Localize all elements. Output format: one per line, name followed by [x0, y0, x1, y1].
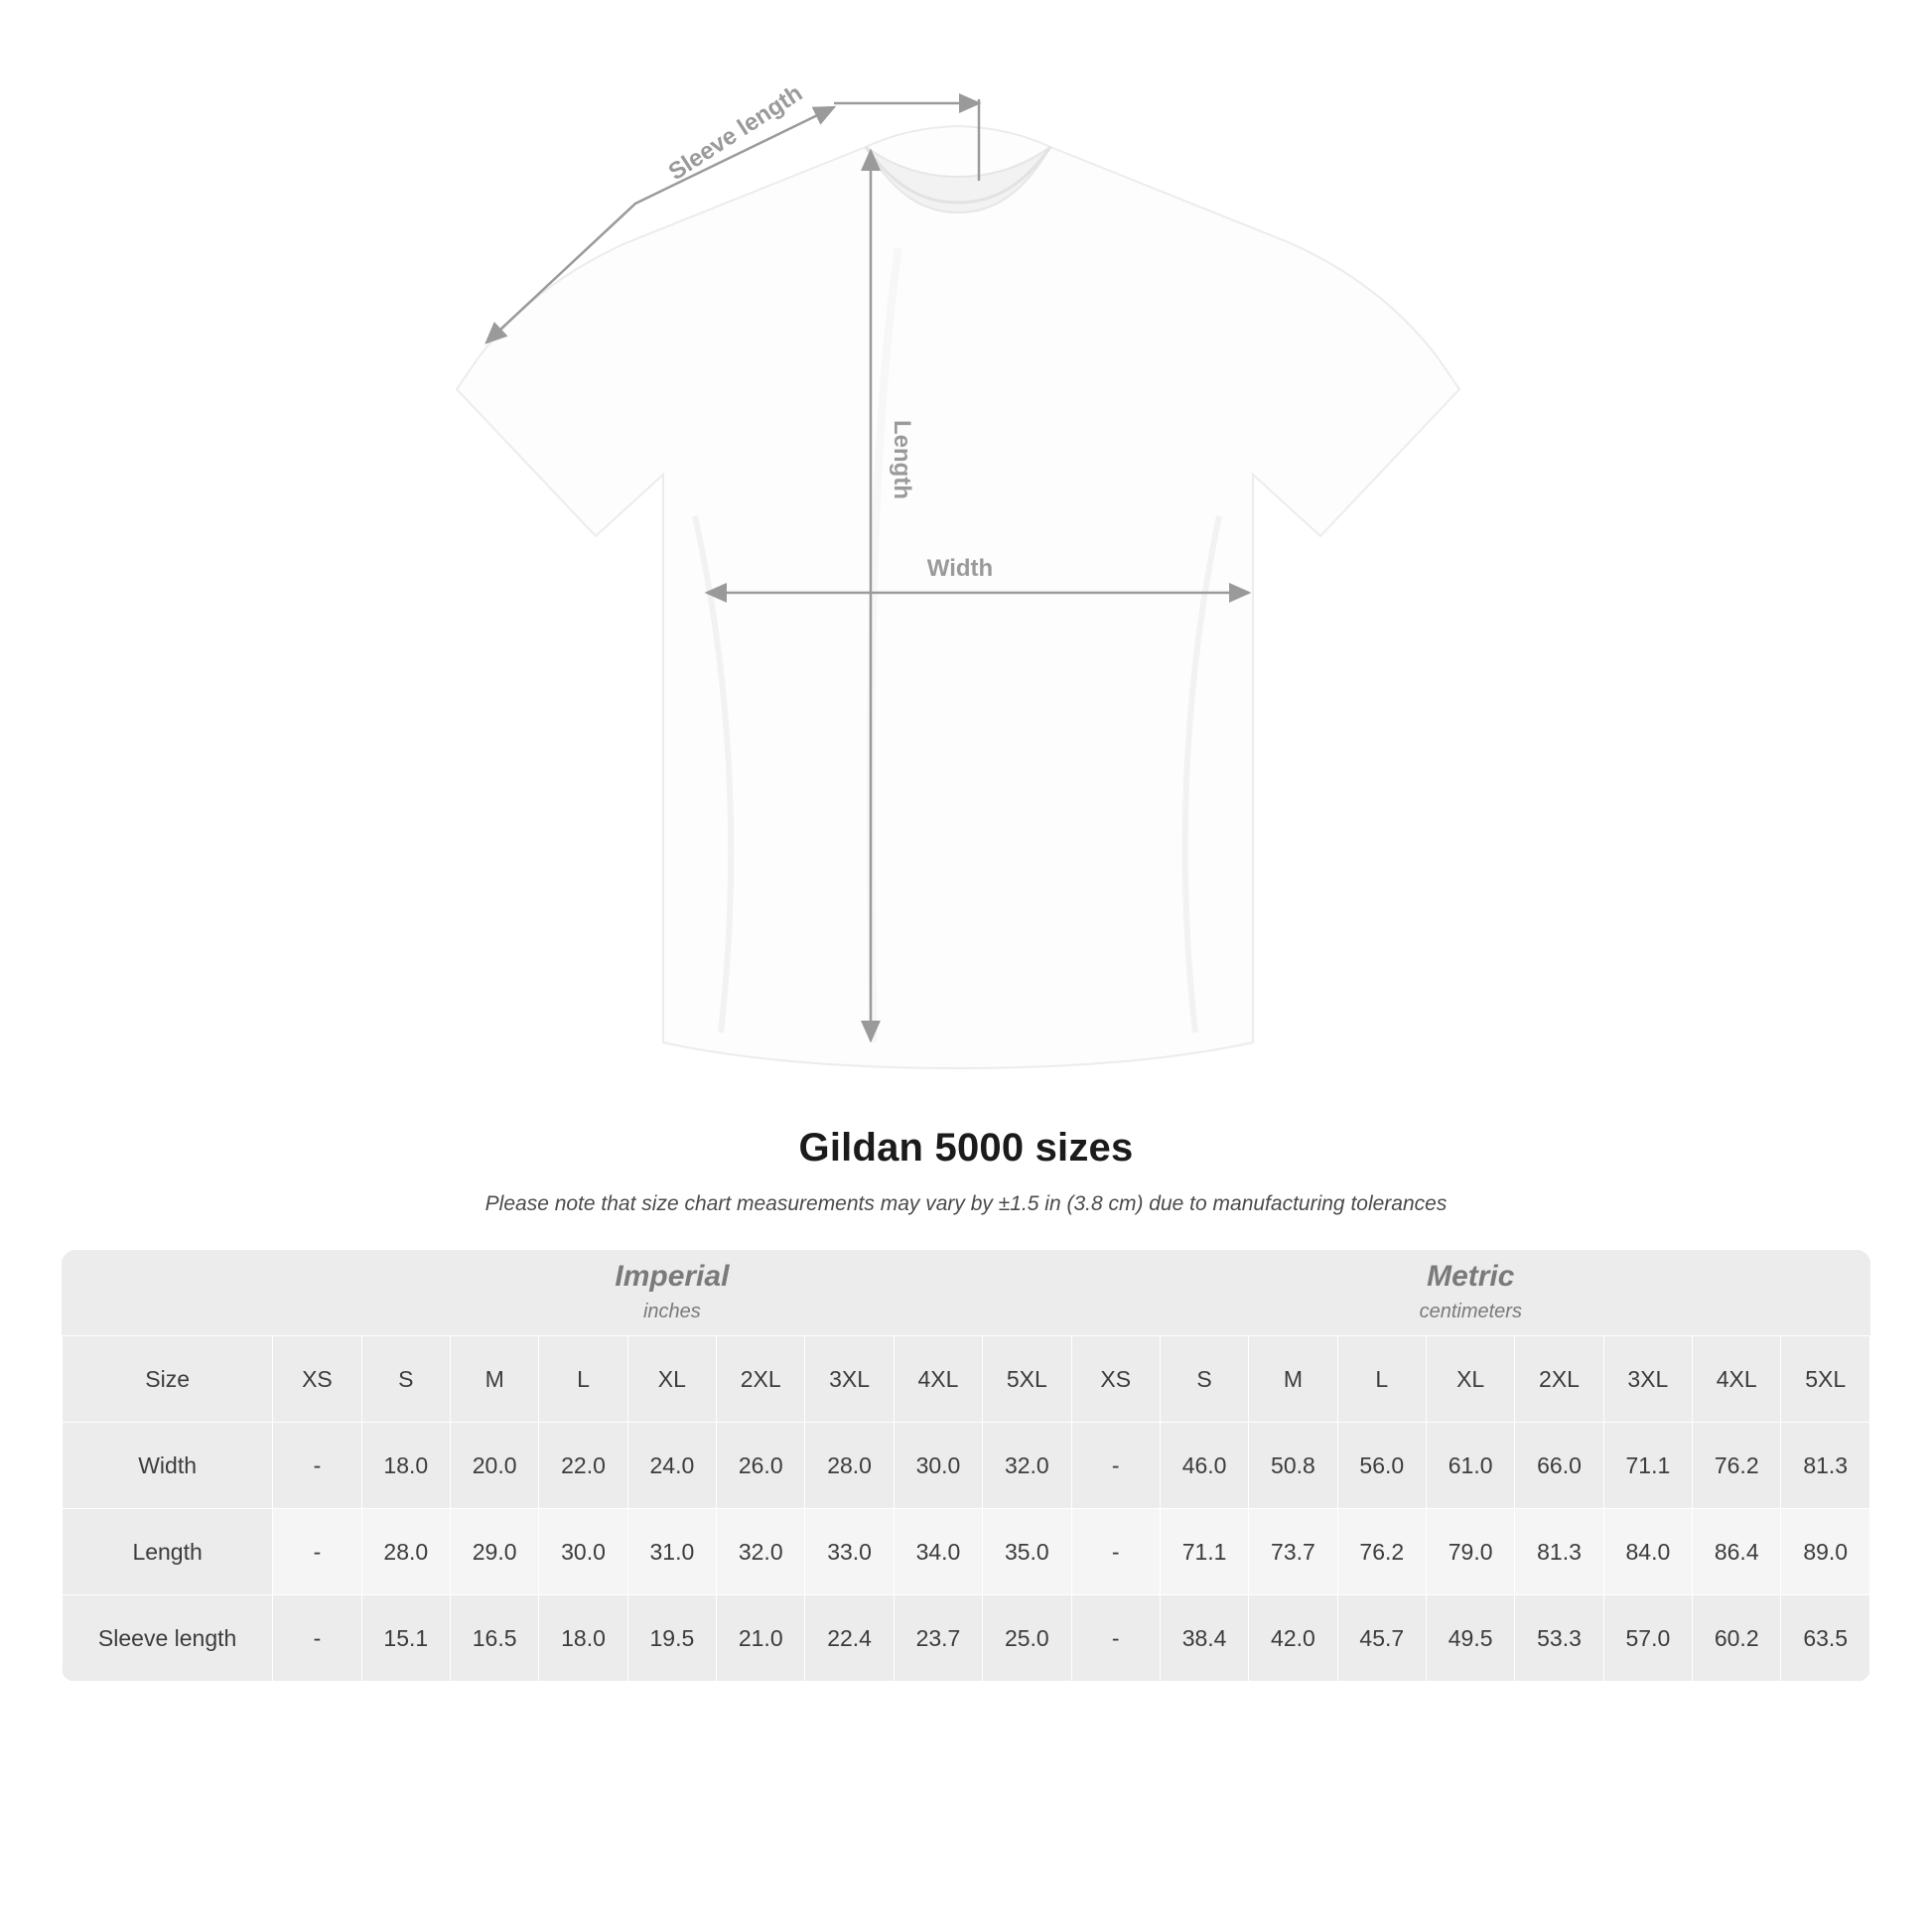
cell-length-metric-s: 71.1 — [1160, 1509, 1248, 1595]
cell-sleeve-metric-m: 42.0 — [1249, 1595, 1337, 1682]
unit-group-imperial — [273, 1250, 1071, 1336]
cell-length-imperial-s: 28.0 — [361, 1509, 450, 1595]
cell-length-imperial-l: 30.0 — [539, 1509, 627, 1595]
table-corner — [63, 1250, 273, 1336]
cell-sleeve-metric-2xl: 53.3 — [1515, 1595, 1603, 1682]
cell-length-metric-2xl: 81.3 — [1515, 1509, 1603, 1595]
cell-sleeve-metric-xs: - — [1071, 1595, 1160, 1682]
cell-width-metric-xs: - — [1071, 1423, 1160, 1509]
width-label: Width — [926, 555, 994, 582]
size-header-metric-5xl: 5XL — [1781, 1336, 1870, 1423]
cell-width-metric-5xl: 81.3 — [1781, 1423, 1870, 1509]
size-header-imperial-2xl: 2XL — [717, 1336, 805, 1423]
size-header-imperial-5xl: 5XL — [983, 1336, 1071, 1423]
cell-sleeve-imperial-4xl: 23.7 — [894, 1595, 982, 1682]
size-header-metric-l: L — [1337, 1336, 1426, 1423]
cell-width-metric-4xl: 76.2 — [1693, 1423, 1781, 1509]
cell-width-imperial-3xl: 28.0 — [805, 1423, 894, 1509]
cell-width-imperial-xs: - — [273, 1423, 361, 1509]
cell-sleeve-imperial-xs: - — [273, 1595, 361, 1682]
cell-length-metric-5xl: 89.0 — [1781, 1509, 1870, 1595]
table-row — [63, 1509, 1870, 1595]
size-header-imperial-s: S — [361, 1336, 450, 1423]
cell-sleeve-imperial-5xl: 25.0 — [983, 1595, 1071, 1682]
cell-length-imperial-m: 29.0 — [450, 1509, 538, 1595]
tolerance-note: Please note that size chart measurements may vary by ±1.5 in (3.8 cm) due to manufacturing tolerances — [484, 1192, 1448, 1215]
size-header-imperial-4xl: 4XL — [894, 1336, 982, 1423]
cell-width-metric-m: 50.8 — [1249, 1423, 1337, 1509]
cell-width-metric-xl: 61.0 — [1426, 1423, 1514, 1509]
cell-width-imperial-l: 22.0 — [539, 1423, 627, 1509]
size-header-imperial-xl: XL — [627, 1336, 716, 1423]
page-title: Gildan 5000 sizes — [798, 1126, 1134, 1170]
size-header-metric-s: S — [1160, 1336, 1248, 1423]
cell-length-imperial-3xl: 33.0 — [805, 1509, 894, 1595]
cell-length-imperial-4xl: 34.0 — [894, 1509, 982, 1595]
length-label: Length — [889, 420, 915, 499]
size-header-metric-2xl: 2XL — [1515, 1336, 1603, 1423]
unit-group-metric — [1071, 1250, 1869, 1336]
cell-width-metric-3xl: 71.1 — [1603, 1423, 1692, 1509]
size-header-metric-m: M — [1249, 1336, 1337, 1423]
cell-width-imperial-m: 20.0 — [450, 1423, 538, 1509]
cell-sleeve-imperial-m: 16.5 — [450, 1595, 538, 1682]
cell-width-metric-s: 46.0 — [1160, 1423, 1248, 1509]
cell-width-imperial-xl: 24.0 — [627, 1423, 716, 1509]
cell-length-metric-m: 73.7 — [1249, 1509, 1337, 1595]
cell-sleeve-imperial-2xl: 21.0 — [717, 1595, 805, 1682]
cell-sleeve-metric-l: 45.7 — [1337, 1595, 1426, 1682]
unit-group-metric-sub: centimeters — [1419, 1300, 1522, 1322]
unit-header-row — [63, 1250, 1870, 1336]
row-label-sleeve-length: Sleeve length — [63, 1595, 273, 1682]
cell-length-metric-xl: 79.0 — [1426, 1509, 1514, 1595]
size-header-metric-4xl: 4XL — [1693, 1336, 1781, 1423]
size-header-imperial-3xl: 3XL — [805, 1336, 894, 1423]
cell-length-metric-4xl: 86.4 — [1693, 1509, 1781, 1595]
row-label-width: Width — [63, 1423, 273, 1509]
size-header-metric-3xl: 3XL — [1603, 1336, 1692, 1423]
title-block — [0, 1126, 1932, 1216]
cell-width-metric-l: 56.0 — [1337, 1423, 1426, 1509]
cell-length-metric-xs: - — [1071, 1509, 1160, 1595]
cell-length-imperial-2xl: 32.0 — [717, 1509, 805, 1595]
cell-length-imperial-xl: 31.0 — [627, 1509, 716, 1595]
cell-width-imperial-s: 18.0 — [361, 1423, 450, 1509]
cell-sleeve-metric-xl: 49.5 — [1426, 1595, 1514, 1682]
size-table — [62, 1250, 1870, 1682]
cell-sleeve-metric-4xl: 60.2 — [1693, 1595, 1781, 1682]
cell-sleeve-metric-3xl: 57.0 — [1603, 1595, 1692, 1682]
size-header-label: Size — [63, 1336, 273, 1423]
cell-width-imperial-2xl: 26.0 — [717, 1423, 805, 1509]
cell-length-metric-3xl: 84.0 — [1603, 1509, 1692, 1595]
size-header-metric-xl: XL — [1426, 1336, 1514, 1423]
unit-group-imperial-sub: inches — [642, 1300, 701, 1322]
sleeve-length-label: Sleeve length — [663, 79, 808, 187]
size-header-imperial-xs: XS — [273, 1336, 361, 1423]
table-row — [63, 1423, 1870, 1509]
size-header-imperial-m: M — [450, 1336, 538, 1423]
size-header-row — [63, 1336, 1870, 1423]
cell-length-metric-l: 76.2 — [1337, 1509, 1426, 1595]
cell-width-imperial-5xl: 32.0 — [983, 1423, 1071, 1509]
size-header-metric-xs: XS — [1071, 1336, 1160, 1423]
cell-sleeve-imperial-s: 15.1 — [361, 1595, 450, 1682]
unit-group-metric-name: Metric — [1427, 1260, 1515, 1294]
cell-width-imperial-4xl: 30.0 — [894, 1423, 982, 1509]
unit-group-imperial-name: Imperial — [615, 1260, 730, 1294]
cell-width-metric-2xl: 66.0 — [1515, 1423, 1603, 1509]
tshirt-shape — [457, 126, 1459, 1068]
cell-sleeve-imperial-xl: 19.5 — [627, 1595, 716, 1682]
cell-length-imperial-5xl: 35.0 — [983, 1509, 1071, 1595]
cell-length-imperial-xs: - — [273, 1509, 361, 1595]
cell-sleeve-imperial-3xl: 22.4 — [805, 1595, 894, 1682]
cell-sleeve-metric-5xl: 63.5 — [1781, 1595, 1870, 1682]
size-header-imperial-l: L — [539, 1336, 627, 1423]
cell-sleeve-metric-s: 38.4 — [1160, 1595, 1248, 1682]
size-table-wrapper — [62, 1250, 1870, 1682]
cell-sleeve-imperial-l: 18.0 — [539, 1595, 627, 1682]
table-row — [63, 1595, 1870, 1682]
row-label-length: Length — [63, 1509, 273, 1595]
